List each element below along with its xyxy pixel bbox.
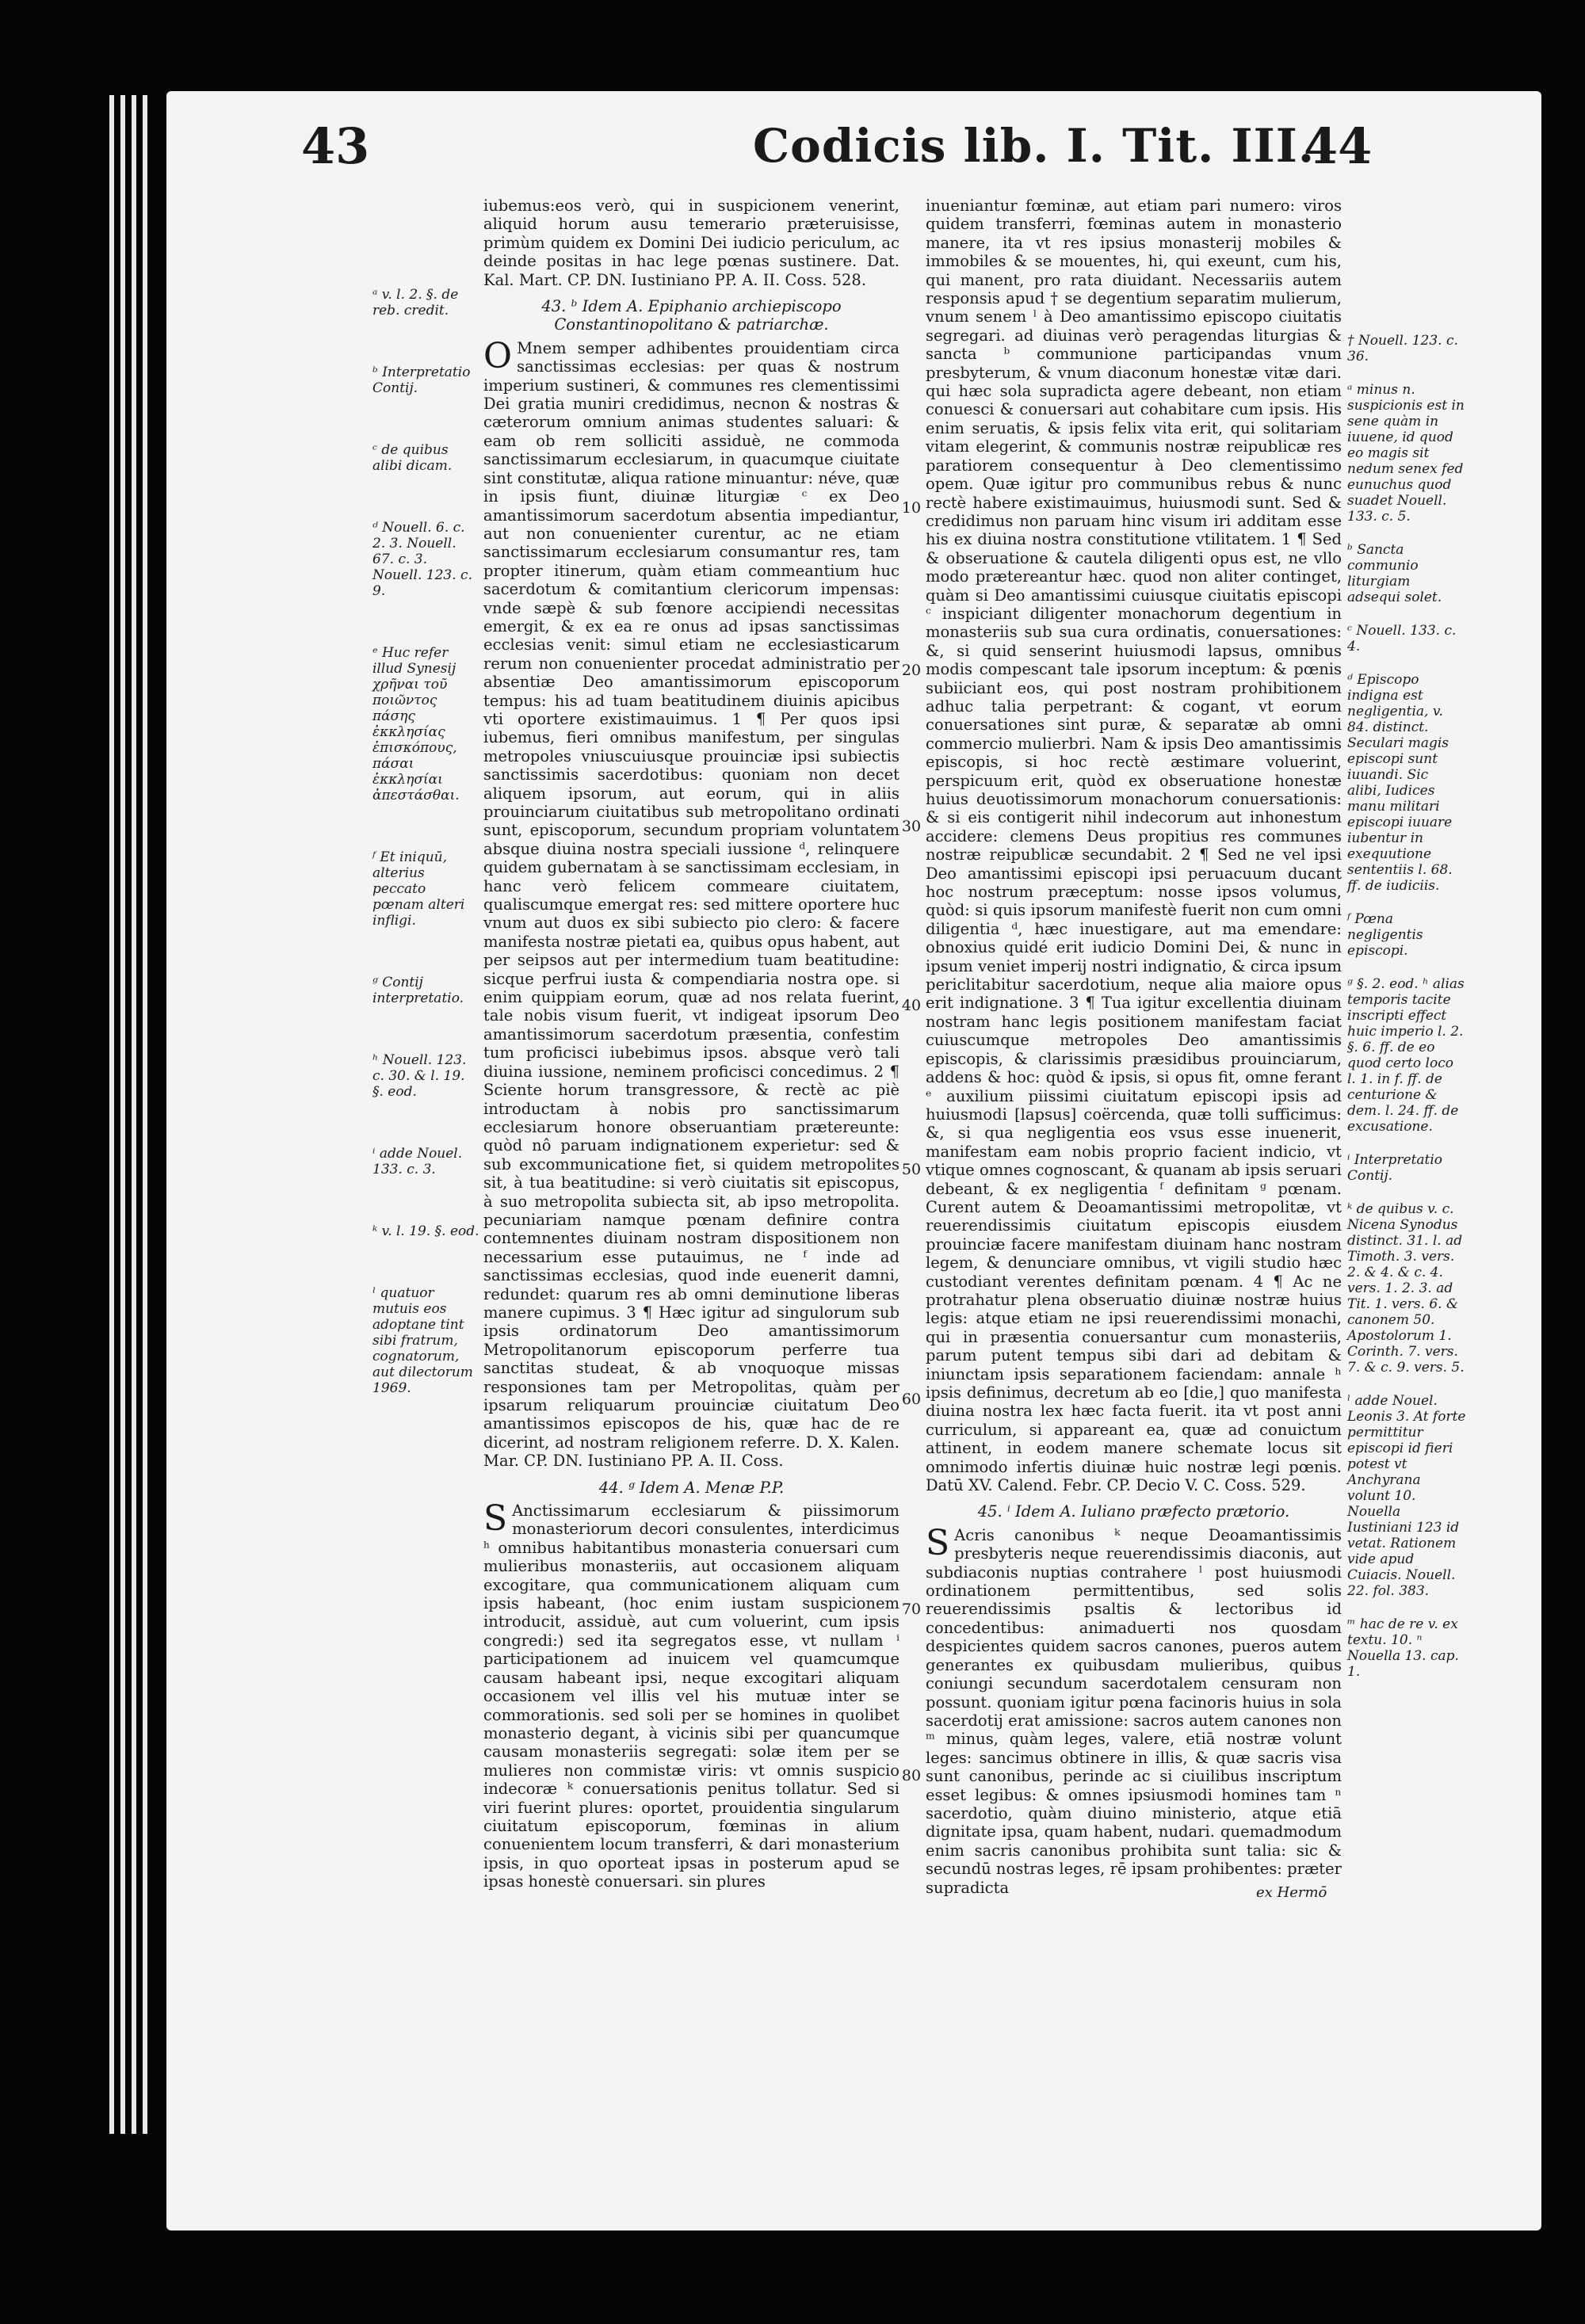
margin-notes-right: [1347, 333, 1466, 1697]
line-number: 50: [901, 1161, 922, 1178]
law-heading: [483, 297, 899, 334]
margin-note: ᵍ §. 2. eod. ʰ alias temporis tacite inscripti effect huic imperio l. 2. §. 6. ff. de eo quod certo loco l. 1. in f. ff. de centurione & dem. l. 24. ff. de excusatione.: [1347, 976, 1465, 1135]
margin-note: ᶠ Et iniquū, alterius peccato pœnam alteri infligi.: [372, 849, 465, 929]
paragraph-text: Anctissimarum ecclesiarum & piissimorum monasteriorum decori consulentes, interdicimus ʰ omnibus habitantibus monasteria conuersari cum mulieribus monasteriis, aut occasionem aliquam excogitare, qua communicationem aliquam cum ipsis habeant, (hoc enim iustam suspicionem introducit, assiduè, aut cum voluerint, cum ipsis congredi:) sed ita segregatos esse, vt nullam ⁱ participationem ad inuicem vel quamcumque causam habeant ipsi, neque excogitari aliquam occasionem vel illis vel his mutuæ inter se commorationis. sed soli per se homines in quolibet monasterio degant, à vicinis sibi per quancumque causam monasteriis segregati: solæ item per se mulieres non commistæ viris: vt omnis suspicio indecoræ ᵏ conuersationis penitus tollatur. Sed si viri fuerint plures: oportet, prouidentia singularum ciuitatum episcoporum, fœminas in alium conuenientem locum transferri, & dari monasterium ipsis, in quo oporteat ipsas in posterum apud se ipsas honestè conuersari. sin plures: [483, 1502, 899, 1891]
drop-initial: O: [483, 335, 513, 376]
line-number: 80: [901, 1767, 922, 1784]
line-number: 60: [901, 1391, 922, 1408]
margin-note: ᵈ Episcopo indigna est negligentia, v. 84. distinct. Seculari magis episcopi sunt iuuandi. Sic alibi, Iudices manu militari episcopi iuuare iubentur in exequutione sententiis l. 68. ff. de iudiciis.: [1347, 672, 1453, 894]
book-edge: [120, 95, 125, 2134]
margin-note: ᵇ Interpretatio Contij.: [372, 364, 471, 396]
paragraph: [926, 197, 1342, 1494]
paragraph: [483, 197, 899, 289]
margin-note: ᶜ Nouell. 133. c. 4.: [1347, 623, 1457, 654]
margin-note: ⁱ adde Nouel. 133. c. 3.: [372, 1146, 463, 1177]
margin-notes-left: [372, 287, 479, 1442]
margin-note: ᶠ Pœna negligentis episcopi.: [1347, 911, 1423, 959]
margin-note: ᵐ hac de re v. ex textu. 10. ⁿ Nouella 13. cap. 1.: [1347, 1616, 1459, 1680]
paragraph-text: 43. ᵇ Idem A. Epiphanio archiepiscopo Constantinopolitano & patriarchæ.: [541, 297, 842, 334]
margin-note: ˡ quatuor mutuis eos adoptane tint sibi fratrum, cognatorum, aut dilectorum 1969.: [372, 1285, 473, 1396]
text-column-left: [483, 197, 899, 1891]
line-number: 20: [901, 662, 922, 679]
paragraph: [483, 335, 899, 1471]
line-number: 70: [901, 1601, 922, 1618]
paragraph-text: 44. ᵍ Idem A. Menæ P.P.: [598, 1478, 785, 1497]
margin-note: ⁱ Interpretatio Contij.: [1347, 1152, 1443, 1184]
book-edge: [109, 95, 114, 2134]
paragraph-text: inueniantur fœminæ, aut etiam pari numero: viros quidem transferri, fœminas autem in monasterio manere, ita vt res ipsius monasterij mobiles & immobiles & se mouentes, hi, qui exeunt, cum his, qui manent, pro rata diuidant. Necessariis autem responsis apud † se degentium separatim mulierum, vnum senem ˡ à Deo amantissimo episcopo ciuitatis segregari. ad diuinas verò peragendas liturgias & sancta ᵇ communione participandas vnum presbyterum, & vnum diaconum honestæ vitæ dari. qui hæc sola supradicta agere debeant, non etiam conuesci & conuersari aut cohabitare cum ipsis. His enim seruatis, & ipsis felix vita erit, qui solitariam vitam elegerint, & communis nostræ reipublicæ res paratiorem consequentur à Deo clementissimo opem. Quæ igitur pro communibus rebus & nunc rectè habere existimauimus, huiusmodi sunt. Sed & credidimus non paruam hinc visum iri additam esse his ex diuina nostra constitutione vtilitatem. 1 ¶ Sed & obseruatione & cautela diligenti opus est, ne vllo modo prætereantur hæc. quod non aliter continget, quàm si Deo amantissimi cuiusque ciuitatis episcopi ᶜ inspiciant diligenter monachorum degentium in monasteriis sub sua cura ordinatis, conuersationes: &, si quid senserint huiusmodi lapsus, omnibus modis compescant tale ipsorum inceptum: & pœnis subiiciant eos, qui post nostram prohibitionem adhuc talia perpetrant: & cogant, vt eorum conuersationes sint puræ, & separatæ ab omni commercio mulierbri. Nam & ipsis Deo amantissimis episcopis, si hoc rectè æstimare voluerint, perspicuum erit, quòd ex obseruatione honestæ huius deuotissimorum monachorum conuersationis: & si eis contigerit nihil indecorum aut inhonestum accidere: clemens Deus propitius res communes nostræ reipublicæ secundabit. 2 ¶ Sed ne vel ipsi Deo amantissimi episcopi ipsi peruacuum ducant hoc nostrum præceptum: nosse ipsos volumus, quòd: si quis ipsorum manifestè fuerit non cum omni diligentia ᵈ, hæc inuestigare, aut ma emendare: obnoxius quidé erit iudicio Domini Dei, & nunc in ipsum veniet imperij nostri indignatio, & circa ipsum periclitabitur sacerdotium, neque alia maiore opus erit indignatione. 3 ¶ Tua igitur excellentia diuinam nostram hanc legis positionem manifestam faciat cuiuscumque metropoles Deo amantissimis episcopis, & clarissimis præsidibus prouinciarum, addens & hoc: quòd & ipsis, si opus fit, omne ferant ᵉ auxilium piissimi ciuitatum episcopi ipsis ad huiusmodi [lapsus] coërcenda, quæ tolli sufficimus: &, si qua negligentia eos vsus esse inuenerit, manifestam eam nobis proprio facient indicio, vt vtique omnes cognoscant, & quanam ab ipsis seruari debeant, & ex negligentia ᶠ definitam ᵍ pœnam. Curent autem & Deoamantissimi metropolitæ, vt reuerendissimis ciuitatum episcopis eiusdem prouinciæ facere manifestam diuinam hanc nostram legem, & denunciare omnibus, vt vigili studio hæc custodiant verentes definitam pœnam. 4 ¶ Ac ne protrahatur plena obseruatio diuinæ nostræ huius legis: atque etiam ne ipsi reuerendissimi monachi, qui in præsentia conuersantur cum monasteriis, parum putent tempus sibi dari ad debitam & iniunctam ipsis separationem faciendam: annale ʰ ipsis definimus, decretum ab eo [die,] quo manifesta diuina nostra lex hæc facta fuerit. ita vt post anni curriculum, si appareant ea, quæ ad conuictum attinent, in eodem manere schemate locus sit omnimodo infertis diuinæ huic nostræ legi pœnis. Datū XV. Calend. Febr. CP. Decio V. C. Coss. 529.: [926, 197, 1342, 1495]
drop-initial: S: [926, 1522, 950, 1563]
page-number-left: 43: [301, 117, 370, 175]
book-edge: [143, 95, 147, 2134]
drop-initial: S: [483, 1498, 508, 1540]
margin-note: ᵃ minus n. suspicionis est in sene quàm in iuuene, id quod eo magis sit nedum senex fed eunuchus quod suadet Nouell. 133. c. 5.: [1347, 382, 1465, 525]
running-title: Codicis lib. I. Tit. III.: [753, 119, 1316, 173]
line-number: 30: [901, 818, 922, 835]
law-heading: [926, 1502, 1342, 1521]
margin-note: ᵇ Sancta communio liturgiam adsequi solet.: [1347, 542, 1442, 605]
margin-note: ᵍ Contij interpretatio.: [372, 975, 464, 1006]
margin-note: ᵏ v. l. 19. §. eod.: [372, 1223, 479, 1239]
paragraph-text: Mnem semper adhibentes prouidentiam circa sanctissimas ecclesias: per quas & nostrum imperium sustineri, & communes res clementissimi Dei gratia muniri credidimus, necnon & nostras & cæterorum omnium animas studentes saluari: & eam ob rem solliciti assiduè, ne commoda sanctissimarum ecclesiarum, in quacumque ciuitate sint constitutæ, aliqua ratione minuantur: néve, quæ in ipsis fiunt, diuinæ liturgiæ ᶜ ex Deo amantissimorum sacerdotum absentia impediantur, aut non conuenienter curentur, ac ne etiam sanctissimarum ecclesiarum consumantur res, tam propter itinerum, quàm etiam commeantium huc sacerdotum & comitantium clericorum impensas: vnde sæpè & sub fœnore accipiendi necessitas emergit, & ex ea re onus ad ipsas sanctissimas ecclesias venit: simul etiam ne ecclesiasticarum rerum non conuenienter procedat administratio per absentiæ Deo amantissimorum episcoporum tempus: his ad tuam beatitudinem diuinis apicibus vti oportere existimauimus. 1 ¶ Per quos ipsi iubemus, fieri omnibus manifestum, per singulas metropoles vniuscuiusque prouinciæ ipsi subiectis sanctissimis sacerdotibus: quoniam non decet aliquem ipsorum, aut eorum, qui in aliis prouinciarum ciuitatibus sub metropolitano ordinati sunt, episcoporum, secundum propriam voluntatem absque diuina nostra speciali iussione ᵈ, relinquere quidem gubernatam à se sanctissimam ecclesiam, in hanc verò felicem commeare ciuitatem, qualiscumque emergat res: sed mittere oportere huc vnum aut duos ex sibi subiecto pio clero: & facere manifesta nostræ pietati ea, quibus opus habent, aut per seipsos aut per intermedium tuam beatitudine: sicque perfrui iusta & compendiaria nostra ope. si enim quippiam eorum, quæ ad nos relata fuerint, tale nobis visum fuerit, vt indigeat ipsorum Deo amantissimorum sacerdotum præsentia, confestim tum proficisci iubebimus ipsos. absque verò tali diuina iussione, neminem proficisci concedimus. 2 ¶ Sciente horum transgressore, & rectè ac piè introductam à nobis pro sanctissimarum ecclesiarum honore obseruantiam prætereunte: quòd nô paruam indignationem experietur: sed & sub excommunicatione fiet, si quidem metropolites sit, à tua beatitudine: si verò ciuitatis sit episcopus, à suo metropolita subiecta sit, ab ipso metropolita. pecuniariam namque pœnam definire contra contemnentes diuinam nostram dispositionem non necessarium esse putauimus, ne ᶠ inde ad sanctissimas ecclesias, quod inde euenerit damni, redundet: quarum res ab omni deminutione liberas manere cupimus. 3 ¶ Hæc igitur ad singulorum sub ipsis ordinatorum Deo amantissimorum Metropolitanorum episcoporum perferre tua sanctitas studeat, & ab vnoquoque missas responsiones tam per Metropolitas, quàm per ipsarum reliquarum prouinciæ ciuitatum Deo amantissimos episcopos de his, quæ hac de re dicerint, ad nostram religionem referre. D. X. Kalen. Mar. CP. DN. Iustiniano PP. A. II. Coss.: [483, 338, 899, 1471]
paragraph-text: iubemus:eos verò, qui in suspicionem venerint, aliquid horum ausu temerario præteruisisse, primùm quidem ex Domini Dei iudicio periculum, ac deinde positas in hac lege pœnas sustinere. Dat. Kal. Mart. CP. DN. Iustiniano PP. A. II. Coss. 528.: [483, 197, 899, 289]
text-column-right: [926, 197, 1342, 1896]
margin-note: ᶜ de quibus alibi dicam.: [372, 442, 453, 474]
line-number: 40: [901, 997, 922, 1014]
page-number-right: 44: [1304, 117, 1373, 175]
law-heading: [483, 1479, 899, 1497]
paragraph: [926, 1522, 1342, 1897]
margin-note: ᵏ de quibus v. c. Nicena Synodus distinct. 31. l. ad Timoth. 3. vers. 2. & 4. & c. 4. vers. 1. 2. 3. ad Tit. 1. vers. 6. & canonem 50. Apostolorum 1. Corinth. 7. vers. 7. & c. 9. vers. 5.: [1347, 1201, 1465, 1376]
paragraph-text: 45. ⁱ Idem A. Iuliano præfecto prætorio.: [977, 1502, 1290, 1521]
book-edge: [132, 95, 136, 2134]
paragraph-text: Acris canonibus ᵏ neque Deoamantissimis presbyteris neque reuerendissimis diaconis, aut subdiaconis nuptias contrahere ˡ post huiusmodi ordinationem permittentibus, sed solis reuerendissimis psaltis & lectoribus id concedentibus: animaduerti nos quosdam despicientes quidem sacros canones, pueros autem generantes ex quibusdam mulieribus, quibus coniungi secundum sacerdotalem censuram non possunt. quoniam igitur pœna facinoris huius in sola sacerdotij erat amissione: sacros autem canones non ᵐ minus, quàm leges, valere, etiā nostræ volunt leges: sancimus obtinere in illis, & quæ sacris visa sunt canonibus, perinde ac si ciuilibus inscriptum esset legibus: & omnes ipsiusmodi homines tam ⁿ sacerdotio, quàm diuino ministerio, atque etiā dignitate ipsa, quam habent, nudari. quemadmodum enim sacris canonibus prohibita sunt talia: sic & secundū nostras leges, rē ipsam prohibentes: præter supradicta: [926, 1525, 1342, 1897]
margin-note: ˡ adde Nouel. Leonis 3. At forte permittitur episcopi id fieri potest vt Anchyrana volunt 10. Nouella Iustiniani 123 id vetat. Rationem vide apud Cuiacis. Nouell. 22. fol. 383.: [1347, 1393, 1466, 1599]
line-number: 10: [901, 499, 922, 517]
margin-note: ᵈ Nouell. 6. c. 2. 3. Nouell. 67. c. 3. Nouell. 123. c. 9.: [372, 520, 472, 599]
margin-note: ᵃ v. l. 2. §. de reb. credit.: [372, 287, 459, 319]
margin-note: ᵉ Huc refer illud Synesij χρῆναι τοῦ ποιῶντος πάσης ἐκκλησίας ἐπισκόπους, πάσαι ἐκκλησίαι ἀπεστάσθαι.: [372, 645, 460, 803]
paragraph: [483, 1498, 899, 1891]
margin-note: ʰ Nouell. 123. c. 30. & l. 19. §. eod.: [372, 1052, 467, 1100]
margin-note: † Nouell. 123. c. 36.: [1347, 333, 1458, 364]
catchword: ex Hermō: [1256, 1884, 1327, 1901]
